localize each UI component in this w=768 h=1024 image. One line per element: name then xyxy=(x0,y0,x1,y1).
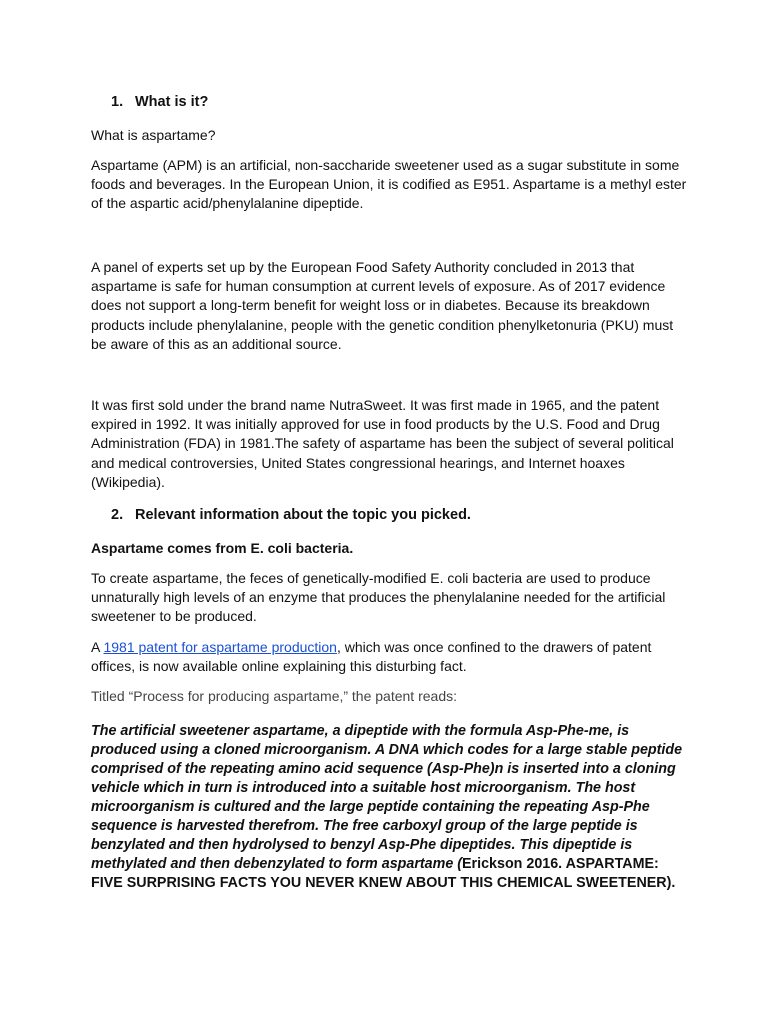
history-paragraph: It was first sold under the brand name NutraSweet. It was first made in 1965, and the patent expired in 1992. It was initially approved for use in food products by the U.S. Food and Drug Administration (FDA) in 1981.The safety of aspartame has been the subject of several political and medical controversies, United States congressional hearings, and Internet hoaxes (Wikipedia). xyxy=(91,397,674,490)
ecoli-paragraph: To create aspartame, the feces of genetically-modified E. coli bacteria are used to produce unnaturally high levels of an enzyme that produces the phenylalanine needed for the artificial sweetener to be produced. xyxy=(91,570,666,625)
patent-intro: Titled “Process for producing aspartame,” the patent reads: xyxy=(91,688,457,704)
patent-paragraph xyxy=(91,638,691,676)
patent-quote-citation: Erickson 2016. ASPARTAME: FIVE SURPRISING FACTS YOU NEVER KNEW ABOUT THIS CHEMICAL SWEETENER). xyxy=(91,856,676,891)
section-1-title: What is it? xyxy=(135,94,209,110)
patent-link[interactable]: 1981 patent for aspartame production xyxy=(103,639,337,655)
definition-paragraph: Aspartame (APM) is an artificial, non-saccharide sweetener used as a sugar substitute in some foods and beverages. In the European Union, it is codified as E951. Aspartame is a methyl ester of the aspartic acid/phenylalanine dipeptide. xyxy=(91,157,687,212)
patent-quote-text: The artificial sweetener aspartame, a dipeptide with the formula Asp-Phe-me, is produced using a cloned microorganism. A DNA which codes for a large stable peptide comprised of the repeating amino acid sequence (Asp-Phe)n is inserted into a cloning vehicle which in turn is introduced into a suitable host microorganism. The host microorganism is cultured and the large peptide containing the repeating Asp-Phe sequence is harvested therefrom. The free carboxyl group of the large peptide is benzylated and then hydrolysed to benzyl Asp-Phe dipeptides. This dipeptide is methylated and then debenzylated to form aspartame ( xyxy=(91,723,683,872)
section-2-heading xyxy=(111,506,711,525)
what-is-aspartame-question: What is aspartame? xyxy=(91,127,216,143)
section-2-title: Relevant information about the topic you picked. xyxy=(135,507,471,523)
ecoli-subheading: Aspartame comes from E. coli bacteria. xyxy=(91,540,354,556)
section-2-number: 2. xyxy=(111,507,124,523)
section-1-number: 1. xyxy=(111,94,124,110)
patent-paragraph-prefix: A xyxy=(91,639,104,655)
patent-quote xyxy=(91,722,691,893)
section-1-heading xyxy=(111,93,711,112)
patent-paragraph-suffix: , which was once confined to the drawers of patent offices, is now available online explaining this disturbing fact. xyxy=(91,639,652,675)
efsa-paragraph: A panel of experts set up by the European Food Safety Authority concluded in 2013 that aspartame is safe for human consumption at current levels of exposure. As of 2017 evidence does not support a long-term benefit for weight loss or in diabetes. Because its breakdown products include phenylalanine, people with the genetic condition phenylketonuria (PKU) must be aware of this as an additional source. xyxy=(91,259,674,352)
